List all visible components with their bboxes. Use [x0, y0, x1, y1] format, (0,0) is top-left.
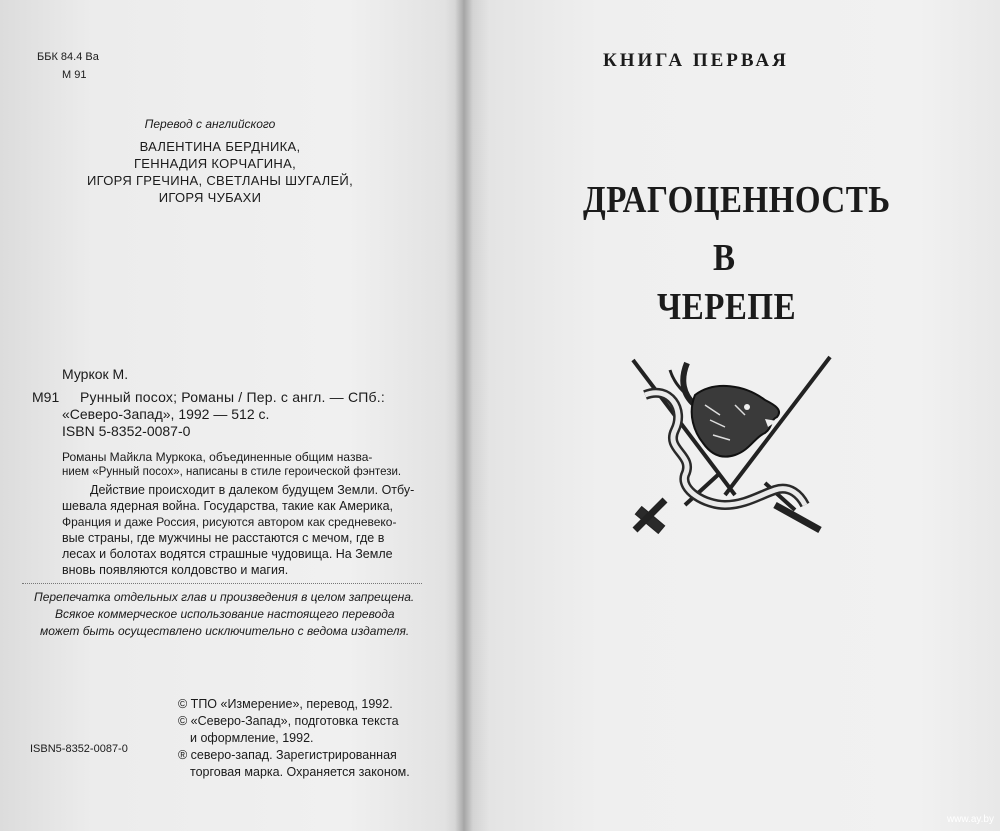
translator-line-2: ГЕННАДИЯ КОРЧАГИНА,	[133, 156, 297, 171]
copyright-line-3: и оформление, 1992.	[190, 731, 314, 745]
rights-line-1: Перепечатка отдельных глав и произведения в целом запрещена.	[34, 590, 415, 604]
author-name: Муркок М.	[62, 366, 129, 382]
title-line-1: ДРАГОЦЕННОСТЬ	[583, 180, 891, 222]
bbk-code: ББК 84.4 Ва	[37, 51, 99, 63]
catalog-code: М91	[32, 389, 60, 405]
left-page	[0, 0, 463, 831]
udc-code: М 91	[62, 69, 87, 81]
copyright-line-5: торговая марка. Охраняется законом.	[190, 765, 410, 779]
annotation-line-6: вые страны, где мужчины не расстаются с мечом, где в	[62, 531, 385, 545]
catalog-line-2: «Северо-Запад», 1992 — 512 с.	[62, 406, 270, 422]
rights-line-3: может быть осуществлено исключительно с ведома издателя.	[40, 624, 410, 638]
translated-from: Перевод с английского	[144, 117, 276, 131]
wolf-swords-emblem-icon	[625, 355, 835, 540]
annotation-line-2: нием «Рунный посох», написаны в стиле героической фэнтези.	[62, 466, 402, 478]
title-line-2: В	[713, 238, 736, 280]
translator-line-3: ИГОРЯ ГРЕЧИНА, СВЕТЛАНЫ ШУГАЛЕЙ,	[87, 173, 353, 188]
copyright-line-2: © «Северо-Запад», подготовка текста	[178, 714, 399, 728]
catalog-isbn: ISBN 5-8352-0087-0	[62, 423, 191, 439]
isbn-footer: ISBN5-8352-0087-0	[30, 743, 128, 755]
rights-line-2: Всякое коммерческое использование настоящего перевода	[55, 607, 395, 621]
annotation-line-8: вновь появляются колдовство и магия.	[62, 563, 289, 577]
watermark: www.ay.by	[946, 814, 994, 825]
annotation-line-3: Действие происходит в далеком будущем Земли. Отбу-	[90, 483, 415, 497]
translator-line-4: ИГОРЯ ЧУБАХИ	[158, 190, 262, 205]
copyright-line-1: © ТПО «Измерение», перевод, 1992.	[178, 697, 393, 711]
catalog-line-1: Рунный посох; Романы / Пер. с англ. — СПб.:	[80, 389, 385, 405]
annotation-line-5: Франция и даже Россия, рисуются автором как средневеко-	[62, 515, 397, 529]
copyright-line-4: ® северо-запад. Зарегистрированная	[178, 748, 397, 762]
annotation-line-7: лесах и болотах водятся страшные чудовища. На Земле	[62, 547, 393, 561]
book-gutter	[455, 0, 473, 831]
dotted-divider	[22, 583, 422, 584]
translator-line-1: ВАЛЕНТИНА БЕРДНИКА,	[139, 139, 301, 154]
annotation-line-1: Романы Майкла Муркока, объединенные общим назва-	[62, 450, 373, 464]
annotation-line-4: шевала ядерная война. Государства, такие как Америка,	[62, 499, 394, 513]
book-label: КНИГА ПЕРВАЯ	[603, 50, 789, 71]
title-line-3: ЧЕРЕПЕ	[657, 287, 797, 329]
